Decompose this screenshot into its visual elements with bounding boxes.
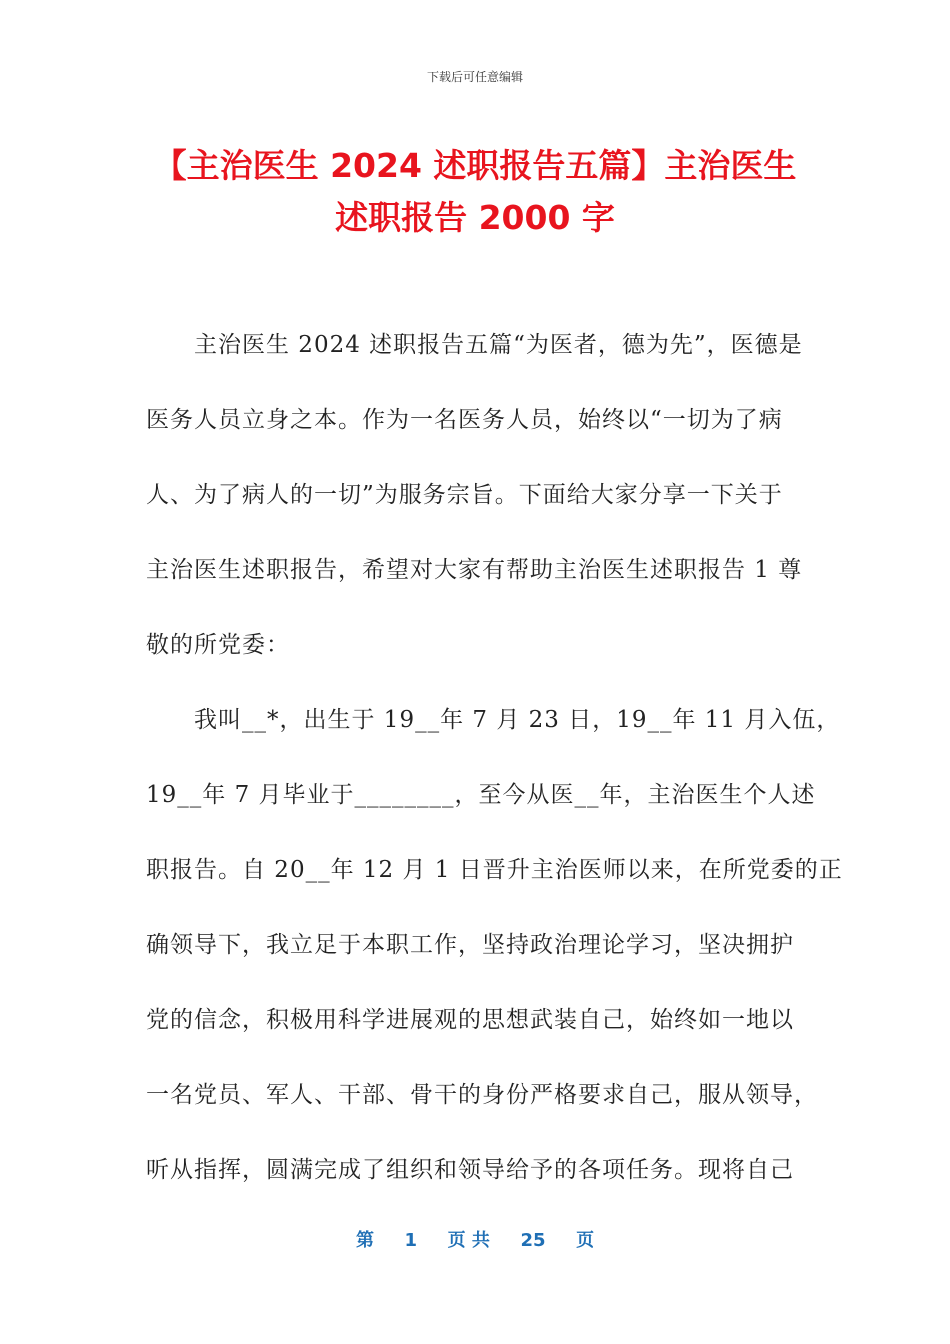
current-page-number: 1 bbox=[404, 1230, 418, 1251]
body-line: 主治医生述职报告，希望对大家有帮助主治医生述职报告 1 尊 bbox=[146, 557, 803, 583]
page-prefix: 第 bbox=[355, 1230, 374, 1251]
page-mid-text: 页 共 bbox=[447, 1230, 490, 1251]
total-pages-number: 25 bbox=[520, 1230, 546, 1251]
body-line: 职报告。自 20__年 12 月 1 日晋升主治医师以来，在所党委的正 bbox=[146, 857, 843, 883]
body-line: 人、为了病人的一切”为服务宗旨。下面给大家分享一下关于 bbox=[146, 482, 783, 508]
document-title bbox=[120, 140, 830, 244]
body-line: 主治医生 2024 述职报告五篇“为医者，德为先”，医德是 bbox=[146, 332, 803, 358]
title-line-1: 【主治医生 2024 述职报告五篇】主治医生 bbox=[153, 146, 797, 185]
body-line: 医务人员立身之本。作为一名医务人员，始终以“一切为了病 bbox=[146, 407, 783, 433]
body-line: 确领导下，我立足于本职工作，坚持政治理论学习，坚决拥护 bbox=[146, 932, 794, 958]
body-line: 听从指挥，圆满完成了组织和领导给予的各项任务。现将自己 bbox=[146, 1157, 794, 1183]
body-line: 敬的所党委： bbox=[146, 632, 290, 658]
page-suffix: 页 bbox=[576, 1230, 595, 1251]
body-line: 19__年 7 月毕业于________，至今从医__年，主治医生个人述 bbox=[146, 782, 816, 808]
body-line: 一名党员、军人、干部、骨干的身份严格要求自己，服从领导， bbox=[146, 1082, 818, 1108]
title-line-2: 述职报告 2000 字 bbox=[335, 198, 615, 237]
body-line: 党的信念，积极用科学进展观的思想武装自己，始终如一地以 bbox=[146, 1007, 794, 1033]
body-line: 我叫__*，出生于 19__年 7 月 23 日，19__年 11 月入伍， bbox=[146, 707, 841, 733]
body-text bbox=[146, 322, 843, 1222]
page-footer bbox=[0, 1226, 950, 1252]
page-header: 下载后可任意编辑 bbox=[426, 70, 523, 84]
